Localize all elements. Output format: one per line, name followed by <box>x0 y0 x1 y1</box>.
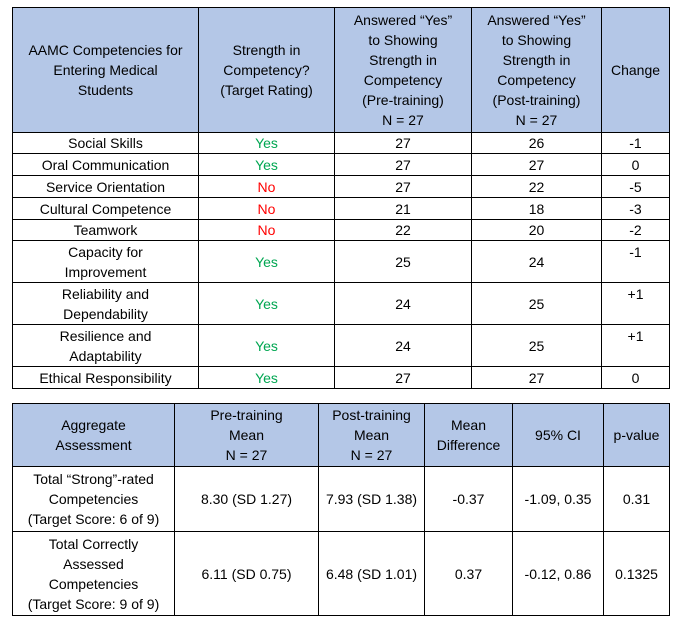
mean-difference: -0.37 <box>425 467 513 532</box>
pre-count: 25 <box>335 241 472 283</box>
competency-name: Reliability and Dependability <box>13 283 199 325</box>
header-pre-training: Answered “Yes” to Showing Strength in Competency (Pre-training) N = 27 <box>335 8 472 133</box>
table-row <box>13 241 670 283</box>
header-95-ci: 95% CI <box>513 404 604 467</box>
header-target-rating: Strength in Competency? (Target Rating) <box>199 8 335 133</box>
competency-name: Social Skills <box>13 133 199 154</box>
post-count: 20 <box>472 220 602 241</box>
pre-training-mean: 8.30 (SD 1.27) <box>175 467 319 532</box>
pre-count: 27 <box>335 154 472 176</box>
mean-difference: 0.37 <box>425 532 513 616</box>
table-row <box>13 198 670 220</box>
table-row <box>13 176 670 198</box>
header-mean-difference: Mean Difference <box>425 404 513 467</box>
pre-count: 24 <box>335 325 472 367</box>
post-training-mean: 6.48 (SD 1.01) <box>319 532 425 616</box>
change-value: -1 <box>602 241 670 283</box>
header-p-value: p-value <box>604 404 670 467</box>
confidence-interval: -1.09, 0.35 <box>513 467 604 532</box>
pre-count: 27 <box>335 176 472 198</box>
pre-count: 24 <box>335 283 472 325</box>
table-row <box>13 283 670 325</box>
post-count: 18 <box>472 198 602 220</box>
header-post-training: Answered “Yes” to Showing Strength in Competency (Post-training) N = 27 <box>472 8 602 133</box>
target-rating: Yes <box>199 367 335 389</box>
post-count: 27 <box>472 367 602 389</box>
change-value: -3 <box>602 198 670 220</box>
post-count: 22 <box>472 176 602 198</box>
header-pre-training-mean: Pre-training Mean N = 27 <box>175 404 319 467</box>
pre-count: 22 <box>335 220 472 241</box>
pre-training-mean: 6.11 (SD 0.75) <box>175 532 319 616</box>
competency-header-row <box>13 8 670 133</box>
post-count: 26 <box>472 133 602 154</box>
competency-name: Resilience and Adaptability <box>13 325 199 367</box>
post-training-mean: 7.93 (SD 1.38) <box>319 467 425 532</box>
table-row <box>13 154 670 176</box>
change-value: +1 <box>602 283 670 325</box>
target-rating: Yes <box>199 283 335 325</box>
table-row <box>13 325 670 367</box>
p-value: 0.31 <box>604 467 670 532</box>
target-rating: Yes <box>199 241 335 283</box>
competency-name: Teamwork <box>13 220 199 241</box>
competency-name: Oral Communication <box>13 154 199 176</box>
change-value: -5 <box>602 176 670 198</box>
header-change: Change <box>602 8 670 133</box>
post-count: 27 <box>472 154 602 176</box>
change-value: -1 <box>602 133 670 154</box>
target-rating: No <box>199 176 335 198</box>
post-count: 25 <box>472 325 602 367</box>
post-count: 25 <box>472 283 602 325</box>
table-row <box>13 467 670 532</box>
p-value: 0.1325 <box>604 532 670 616</box>
competency-table <box>12 7 670 389</box>
header-post-training-mean: Post-training Mean N = 27 <box>319 404 425 467</box>
aggregate-table <box>12 403 670 616</box>
table-row <box>13 220 670 241</box>
target-rating: Yes <box>199 133 335 154</box>
pre-count: 21 <box>335 198 472 220</box>
pre-count: 27 <box>335 133 472 154</box>
aggregate-label: Total Correctly Assessed Competencies (Target Score: 9 of 9) <box>13 532 175 616</box>
table-row <box>13 367 670 389</box>
target-rating: Yes <box>199 154 335 176</box>
post-count: 24 <box>472 241 602 283</box>
confidence-interval: -0.12, 0.86 <box>513 532 604 616</box>
competency-name: Service Orientation <box>13 176 199 198</box>
target-rating: Yes <box>199 325 335 367</box>
header-competency: AAMC Competencies for Entering Medical Students <box>13 8 199 133</box>
aggregate-header-row <box>13 404 670 467</box>
change-value: 0 <box>602 367 670 389</box>
table-row <box>13 532 670 616</box>
pre-count: 27 <box>335 367 472 389</box>
header-aggregate-assessment: Aggregate Assessment <box>13 404 175 467</box>
change-value: 0 <box>602 154 670 176</box>
aggregate-label: Total “Strong”-rated Competencies (Target Score: 6 of 9) <box>13 467 175 532</box>
competency-name: Ethical Responsibility <box>13 367 199 389</box>
target-rating: No <box>199 220 335 241</box>
competency-name: Capacity for Improvement <box>13 241 199 283</box>
change-value: -2 <box>602 220 670 241</box>
table-row <box>13 133 670 154</box>
competency-name: Cultural Competence <box>13 198 199 220</box>
change-value: +1 <box>602 325 670 367</box>
target-rating: No <box>199 198 335 220</box>
